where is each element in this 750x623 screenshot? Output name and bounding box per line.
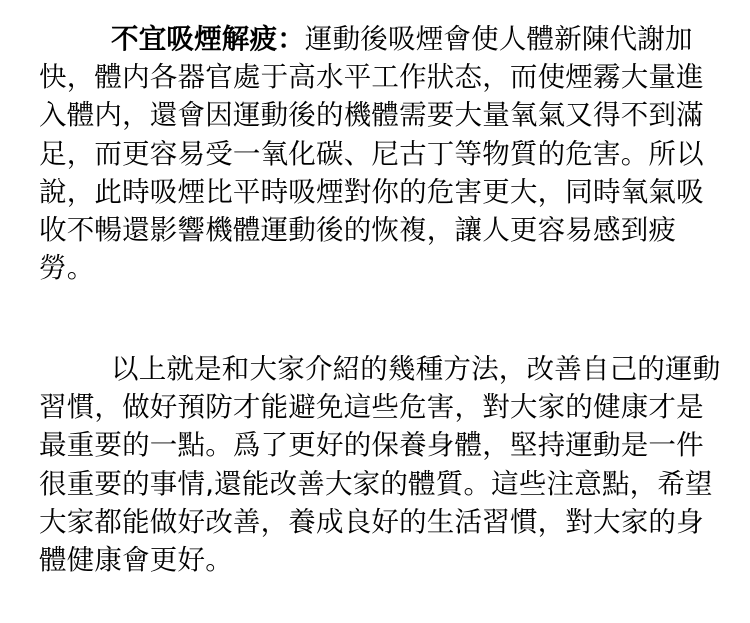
- paragraph-text: 運動後吸煙會使人體新陳代謝加快，體内各器官處于高水平工作狀态，而使煙霧大量進入體内，還會因運動後的機體需要大量氧氣又得不到滿足，而更容易受一氧化碳、尼古丁等物質的危害。所以說，此時吸煙比平時吸煙對你的危害更大，同時氧氣吸收不暢還影響機體運動後的恢複，讓人更容易感到疲勞。: [39, 23, 704, 285]
- paragraph-text: 以上就是和大家介紹的幾種方法，改善自己的運動習慣，做好預防才能避免這些危害，對大家的健康才是最重要的一點。爲了更好的保養身體，堅持運動是一件很重要的事情,還能改善大家的體質。這些注意點，希望大家都能做好改善，養成良好的生活習慣，對大家的身體健康會更好。: [39, 353, 721, 577]
- paragraph-heading: 不宜吸煙解疲：: [111, 23, 305, 55]
- paragraph-no-smoking: [39, 20, 721, 287]
- paragraph-conclusion: [39, 350, 721, 579]
